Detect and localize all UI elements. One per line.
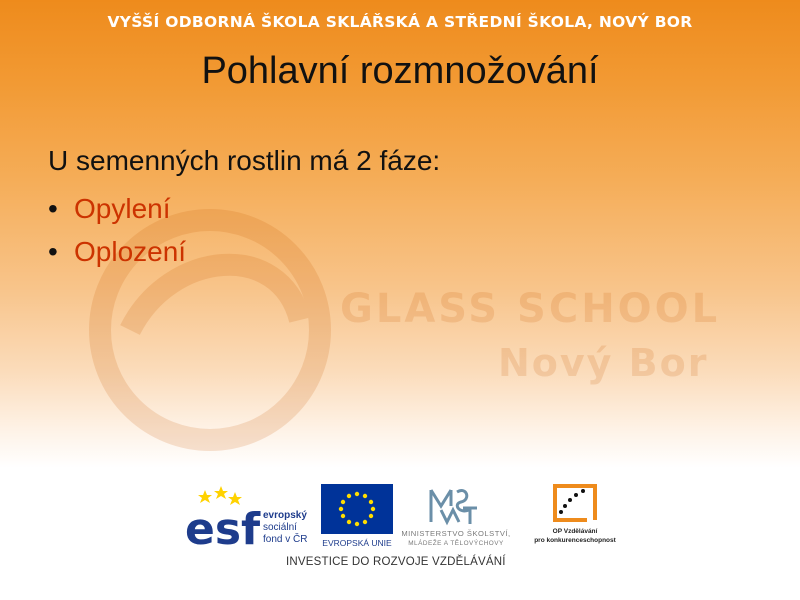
slide-content	[48, 142, 748, 276]
msmt-monogram-icon	[431, 490, 477, 524]
op-logo	[525, 482, 625, 550]
esf-caption-3: fond v ČR	[263, 534, 308, 545]
op-frame-icon	[555, 486, 595, 520]
bullet-label: Oplození	[74, 236, 187, 267]
school-name-header: VYŠŠÍ ODBORNÁ ŠKOLA SKLÁŘSKÁ A STŘEDNÍ ŠKOLA, NOVÝ BOR	[107, 13, 693, 31]
esf-word: esf	[185, 504, 261, 550]
msmt-line2: MLÁDEŽE A TĚLOVÝCHOVY	[408, 540, 504, 547]
eu-logo	[319, 484, 395, 548]
watermark-line1: GLASS SCHOOL	[340, 286, 721, 332]
esf-logo	[183, 482, 315, 550]
esf-caption-1: evropský	[263, 510, 307, 521]
watermark-line2: Nový Bor	[498, 341, 709, 385]
msmt-line1: MINISTERSTVO ŠKOLSTVÍ,	[401, 529, 511, 538]
op-line1: OP Vzdělávání	[552, 528, 598, 535]
bullet-label: Opylení	[74, 193, 171, 224]
eu-caption: EVROPSKÁ UNIE	[322, 538, 392, 548]
msmt-logo	[397, 482, 515, 550]
eu-flag-icon	[321, 484, 393, 534]
bullet-item	[48, 190, 748, 228]
slide-title: Pohlavní rozmnožování	[201, 50, 599, 92]
bullet-item	[48, 233, 748, 271]
bullet-dot-icon: •	[48, 193, 58, 224]
esf-caption-2: sociální	[263, 522, 297, 533]
bullet-list	[48, 190, 748, 271]
header-band	[0, 0, 800, 44]
op-line2: pro konkurenceschopnost	[534, 537, 616, 544]
bullet-dot-icon: •	[48, 236, 58, 267]
funding-logos	[183, 480, 623, 550]
investment-slogan: INVESTICE DO ROZVOJE VZDĚLÁVÁNÍ	[286, 556, 506, 568]
lead-text: U semenných rostlin má 2 fáze:	[48, 145, 441, 176]
